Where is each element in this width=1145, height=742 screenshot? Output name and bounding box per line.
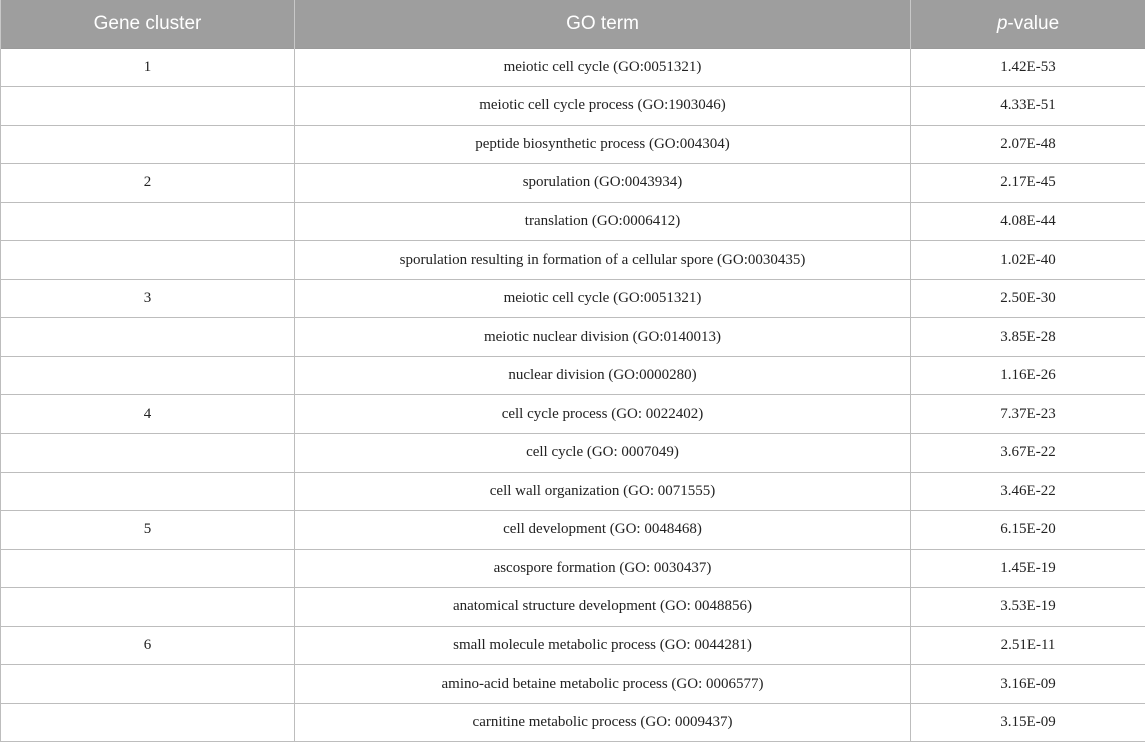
table-body <box>1 48 1145 742</box>
cell-gene-cluster <box>1 665 295 704</box>
cell-p-value: 3.85E-28 <box>911 318 1145 357</box>
cell-p-value: 3.46E-22 <box>911 472 1145 511</box>
header-p-value <box>911 0 1145 48</box>
cell-go-term: translation (GO:0006412) <box>295 202 911 241</box>
table-row <box>1 549 1145 588</box>
table-row <box>1 588 1145 627</box>
table-row <box>1 48 1145 87</box>
header-p-italic: p <box>997 13 1008 34</box>
cell-go-term: meiotic nuclear division (GO:0140013) <box>295 318 911 357</box>
table-row <box>1 202 1145 241</box>
cell-p-value: 7.37E-23 <box>911 395 1145 434</box>
cell-go-term: small molecule metabolic process (GO: 0044281) <box>295 626 911 665</box>
header-p-rest: -value <box>1007 13 1059 34</box>
cell-gene-cluster <box>1 356 295 395</box>
header-row <box>1 0 1145 48</box>
cell-go-term: amino-acid betaine metabolic process (GO: 0006577) <box>295 665 911 704</box>
cell-p-value: 4.33E-51 <box>911 87 1145 126</box>
table-row <box>1 626 1145 665</box>
cell-p-value: 2.07E-48 <box>911 125 1145 164</box>
cell-go-term: cell cycle (GO: 0007049) <box>295 433 911 472</box>
cell-go-term: peptide biosynthetic process (GO:004304) <box>295 125 911 164</box>
table-row <box>1 318 1145 357</box>
header-go-term: GO term <box>295 0 911 48</box>
cell-p-value: 3.16E-09 <box>911 665 1145 704</box>
table-row <box>1 87 1145 126</box>
table-row <box>1 395 1145 434</box>
cell-p-value: 3.15E-09 <box>911 703 1145 742</box>
cell-p-value: 3.53E-19 <box>911 588 1145 627</box>
cell-go-term: cell wall organization (GO: 0071555) <box>295 472 911 511</box>
cell-p-value: 4.08E-44 <box>911 202 1145 241</box>
cell-go-term: carnitine metabolic process (GO: 0009437) <box>295 703 911 742</box>
table-row <box>1 511 1145 550</box>
table-row <box>1 279 1145 318</box>
cell-gene-cluster: 4 <box>1 395 295 434</box>
cell-gene-cluster: 3 <box>1 279 295 318</box>
table-row <box>1 665 1145 704</box>
cell-go-term: cell cycle process (GO: 0022402) <box>295 395 911 434</box>
cell-gene-cluster <box>1 202 295 241</box>
cell-go-term: cell development (GO: 0048468) <box>295 511 911 550</box>
cell-p-value: 3.67E-22 <box>911 433 1145 472</box>
cell-go-term: sporulation resulting in formation of a cellular spore (GO:0030435) <box>295 241 911 280</box>
cell-gene-cluster <box>1 433 295 472</box>
cell-gene-cluster: 1 <box>1 48 295 87</box>
cell-go-term: meiotic cell cycle process (GO:1903046) <box>295 87 911 126</box>
cell-p-value: 1.16E-26 <box>911 356 1145 395</box>
cell-go-term: anatomical structure development (GO: 0048856) <box>295 588 911 627</box>
cell-gene-cluster <box>1 318 295 357</box>
header-gene-cluster: Gene cluster <box>1 0 295 48</box>
cell-go-term: sporulation (GO:0043934) <box>295 164 911 203</box>
cell-gene-cluster <box>1 125 295 164</box>
cell-p-value: 6.15E-20 <box>911 511 1145 550</box>
table-header <box>1 0 1145 48</box>
cell-p-value: 2.51E-11 <box>911 626 1145 665</box>
table-row <box>1 164 1145 203</box>
table-row <box>1 472 1145 511</box>
cell-go-term: ascospore formation (GO: 0030437) <box>295 549 911 588</box>
cell-gene-cluster: 5 <box>1 511 295 550</box>
cell-gene-cluster: 2 <box>1 164 295 203</box>
table-row <box>1 433 1145 472</box>
table-row <box>1 125 1145 164</box>
cell-go-term: nuclear division (GO:0000280) <box>295 356 911 395</box>
table-row <box>1 241 1145 280</box>
table-row <box>1 703 1145 742</box>
cell-gene-cluster: 6 <box>1 626 295 665</box>
cell-gene-cluster <box>1 241 295 280</box>
cell-go-term: meiotic cell cycle (GO:0051321) <box>295 48 911 87</box>
cell-p-value: 1.42E-53 <box>911 48 1145 87</box>
cell-gene-cluster <box>1 703 295 742</box>
cell-p-value: 2.50E-30 <box>911 279 1145 318</box>
cell-gene-cluster <box>1 472 295 511</box>
cell-gene-cluster <box>1 87 295 126</box>
cell-p-value: 1.45E-19 <box>911 549 1145 588</box>
cell-p-value: 2.17E-45 <box>911 164 1145 203</box>
table-row <box>1 356 1145 395</box>
cell-p-value: 1.02E-40 <box>911 241 1145 280</box>
cell-gene-cluster <box>1 588 295 627</box>
cell-gene-cluster <box>1 549 295 588</box>
cell-go-term: meiotic cell cycle (GO:0051321) <box>295 279 911 318</box>
